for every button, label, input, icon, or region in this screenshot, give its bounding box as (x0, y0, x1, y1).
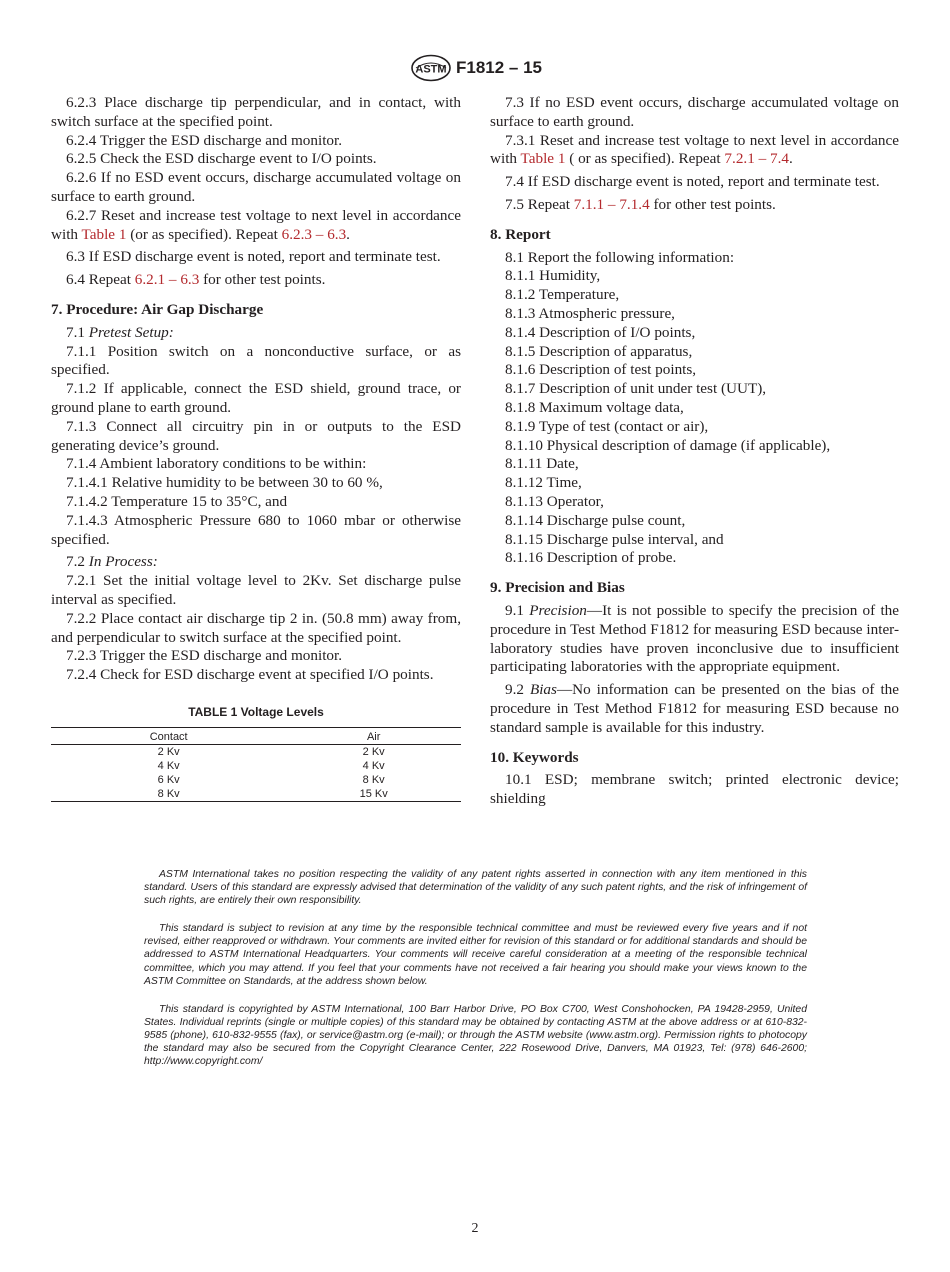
link-table-1[interactable]: Table 1 (520, 150, 566, 168)
table-row (51, 773, 461, 787)
report-item: 8.1.2 Temperature, (505, 286, 620, 304)
right-column (490, 94, 899, 809)
table-row (51, 759, 461, 773)
report-item: 8.1.3 Atmospheric pressure, (505, 304, 675, 322)
link-table-1[interactable]: Table 1 (81, 225, 127, 243)
para-text: (or as specified). Repeat (126, 225, 282, 243)
designation: F1812 – 15 (456, 58, 543, 77)
para-9-2 (490, 681, 899, 737)
report-item: 8.1.11 Date, (505, 455, 579, 473)
para-num: 9.1 (505, 601, 530, 619)
table-header-contact: Contact (51, 727, 286, 744)
patent-notice: ASTM International takes no position respecting the validity of any patent rights asserted in connection with any item mentioned in this standard. Users of this standard are expressly advised that determination of the validity of any such patent rights, and the risk of infringement of such rights, are entirely their own responsibility. (144, 869, 807, 907)
page-header (0, 54, 950, 84)
para-7-1-4-1: 7.1.4.1 Relative humidity to be between 30 to 60 %, (66, 474, 383, 492)
para-6-2-4: 6.2.4 Trigger the ESD discharge and monitor. (66, 131, 343, 149)
para-9-1 (490, 602, 899, 677)
report-item: 8.1.4 Description of I/O points, (505, 323, 696, 341)
link-6-2-1-6-3[interactable]: 6.2.1 – 6.3 (134, 271, 200, 289)
para-text: . (788, 150, 793, 168)
link-7-2-1-7-4[interactable]: 7.2.1 – 7.4 (724, 150, 789, 168)
table-cell: 4 Kv (362, 759, 385, 772)
voltage-levels-table (51, 727, 461, 802)
para-italic: Bias (529, 681, 557, 699)
para-7-1-1: 7.1.1 Position switch on a nonconductive surface, or as specified. (51, 342, 461, 379)
para-num: 7.2 (66, 553, 89, 571)
page-number: 2 (471, 1221, 479, 1236)
para-italic: Pretest Setup: (88, 323, 174, 341)
copyright-notice: This standard is copyrighted by ASTM International, 100 Barr Harbor Drive, PO Box C700, West Conshohocken, PA 19428-2959, United States. Individual reprints (single or multiple copies) of this standard may be obtained by contacting ASTM at the above address or at 610-832-9585 (phone), 610-832-9555 (fax), or service@astm.org (e-mail); or through the ASTM website (www.astm.org). Permission rights to photocopy the standard may also be secured from the Copyright Clearance Center, 222 Rosewood Drive, Danvers, MA 01923, Tel: (978) 646-2600; http://www.copyright.com/ (144, 1003, 807, 1068)
table-cell: 2 Kv (362, 745, 385, 758)
revision-notice: This standard is subject to revision at any time by the responsible technical committee and must be reviewed every five years and if not revised, either reapproved or withdrawn. Your comments are invited either for revision of this standard or for additional standards and should be addressed to ASTM International Headquarters. Your comments will receive careful consideration at a meeting of the responsible technical committee, which you may attend. If you feel that your comments have not received a fair hearing you should make your views known to the ASTM Committee on Standards, at the address shown below. (144, 923, 807, 987)
para-6-3: 6.3 If ESD discharge event is noted, report and terminate test. (66, 248, 441, 266)
table-row (51, 787, 461, 802)
para-7-3: 7.3 If no ESD event occurs, discharge accumulated voltage on surface to earth ground. (490, 94, 899, 130)
para-6-2-6: 6.2.6 If no ESD event occurs, discharge accumulated voltage on surface to earth ground. (51, 169, 461, 205)
section-7-heading: 7. Procedure: Air Gap Discharge (51, 300, 264, 318)
para-7-3-1 (490, 132, 899, 170)
report-item: 8.1.1 Humidity, (505, 267, 601, 285)
para-7-1 (51, 324, 461, 343)
para-7-2-1: 7.2.1 Set the initial voltage level to 2Kv. Set discharge pulse interval as specified. (51, 572, 461, 608)
report-item: 8.1.13 Operator, (505, 492, 604, 510)
report-item: 8.1.6 Description of test points, (505, 361, 697, 379)
para-italic: Precision (529, 601, 587, 619)
para-text: for other test points. (199, 271, 326, 289)
table-cell: 8 Kv (157, 787, 180, 800)
para-6-2-5: 6.2.5 Check the ESD discharge event to I/O points. (66, 150, 377, 168)
para-italic: In Process: (88, 553, 158, 571)
legal-notices (144, 868, 807, 1083)
para-text: 7.3.1 Reset and increase test voltage to next level in accordance with (490, 131, 899, 168)
table-cell: 6 Kv (157, 773, 180, 786)
para-text: —It is not possible to specify the precision of the procedure in Test Method F1812 for measuring ESD because inter-laboratory studies have proven inconclusive due to insufficient participating laboratories with the appropriate equipment. (490, 601, 899, 676)
para-7-1-4: 7.1.4 Ambient laboratory conditions to be within: (66, 455, 367, 473)
para-text: . (346, 225, 350, 243)
para-7-2 (51, 553, 461, 572)
section-8-heading: 8. Report (490, 225, 551, 243)
para-text: 6.4 Repeat (66, 271, 135, 289)
para-text: 7.5 Repeat (505, 195, 574, 213)
para-10-1: 10.1 ESD; membrane switch; printed electronic device; shielding (490, 771, 899, 808)
table-cell: 15 Kv (359, 787, 388, 800)
section-10-heading: 10. Keywords (490, 748, 579, 766)
para-7-1-4-3: 7.1.4.3 Atmospheric Pressure 680 to 1060 mbar or otherwise specified. (51, 511, 461, 548)
para-text: ( or as specified). Repeat (565, 150, 725, 168)
para-text: 6.2.7 Reset and increase test voltage to next level in accordance with (51, 206, 461, 243)
report-item: 8.1.8 Maximum voltage data, (505, 398, 684, 416)
table-header-air: Air (286, 727, 461, 744)
report-item: 8.1 Report the following information: (505, 248, 735, 266)
report-item: 8.1.15 Discharge pulse interval, and (505, 530, 724, 548)
report-item: 8.1.10 Physical description of damage (if applicable), (505, 436, 831, 454)
table-cell: 8 Kv (362, 773, 385, 786)
table-header-row (51, 727, 461, 744)
para-7-2-2: 7.2.2 Place contact air discharge tip 2 in. (50.8 mm) away from, and perpendicular to switch surface at the specified point. (51, 609, 461, 646)
report-item: 8.1.16 Description of probe. (505, 549, 677, 567)
table-cell: 2 Kv (157, 745, 180, 758)
section-9-heading: 9. Precision and Bias (490, 579, 625, 597)
para-6-2-7 (51, 207, 461, 245)
report-item: 8.1.14 Discharge pulse count, (505, 511, 686, 529)
table-row (51, 744, 461, 759)
table-1 (51, 703, 461, 802)
para-num: 7.1 (66, 323, 89, 341)
para-6-4 (51, 271, 461, 290)
para-6-2-3: 6.2.3 Place discharge tip perpendicular, and in contact, with switch surface at the specified point. (51, 94, 461, 130)
table-cell: 4 Kv (157, 759, 180, 772)
link-7-1-1-7-1-4[interactable]: 7.1.1 – 7.1.4 (573, 195, 650, 213)
table-caption: TABLE 1 Voltage Levels (188, 704, 324, 719)
para-text: for other test points. (649, 195, 776, 213)
report-item: 8.1.5 Description of apparatus, (505, 342, 693, 360)
report-item: 8.1.12 Time, (505, 474, 582, 492)
para-7-1-2: 7.1.2 If applicable, connect the ESD shield, ground trace, or ground plane to earth ground. (51, 380, 461, 416)
para-text: —No information can be presented on the bias of the procedure in Test Method F1812 for measuring ESD because no standard sample is available for this industry. (490, 681, 899, 736)
para-7-5 (490, 196, 899, 215)
para-7-1-4-2: 7.1.4.2 Temperature 15 to 35°C, and (66, 492, 288, 510)
report-item: 8.1.7 Description of unit under test (UUT), (505, 380, 767, 398)
para-7-4: 7.4 If ESD discharge event is noted, report and terminate test. (505, 173, 880, 191)
logo-text: ASTM (415, 63, 447, 76)
left-column (51, 94, 461, 802)
para-7-2-4: 7.2.4 Check for ESD discharge event at specified I/O points. (66, 666, 434, 684)
para-7-1-3: 7.1.3 Connect all circuitry pin in or outputs to the ESD generating device’s ground. (51, 417, 461, 454)
report-item: 8.1.9 Type of test (contact or air), (505, 417, 709, 435)
para-7-2-3: 7.2.3 Trigger the ESD discharge and monitor. (66, 647, 343, 665)
para-num: 9.2 (505, 681, 530, 699)
link-6-2-3-6-3[interactable]: 6.2.3 – 6.3 (281, 225, 347, 243)
astm-logo-icon (410, 54, 452, 82)
